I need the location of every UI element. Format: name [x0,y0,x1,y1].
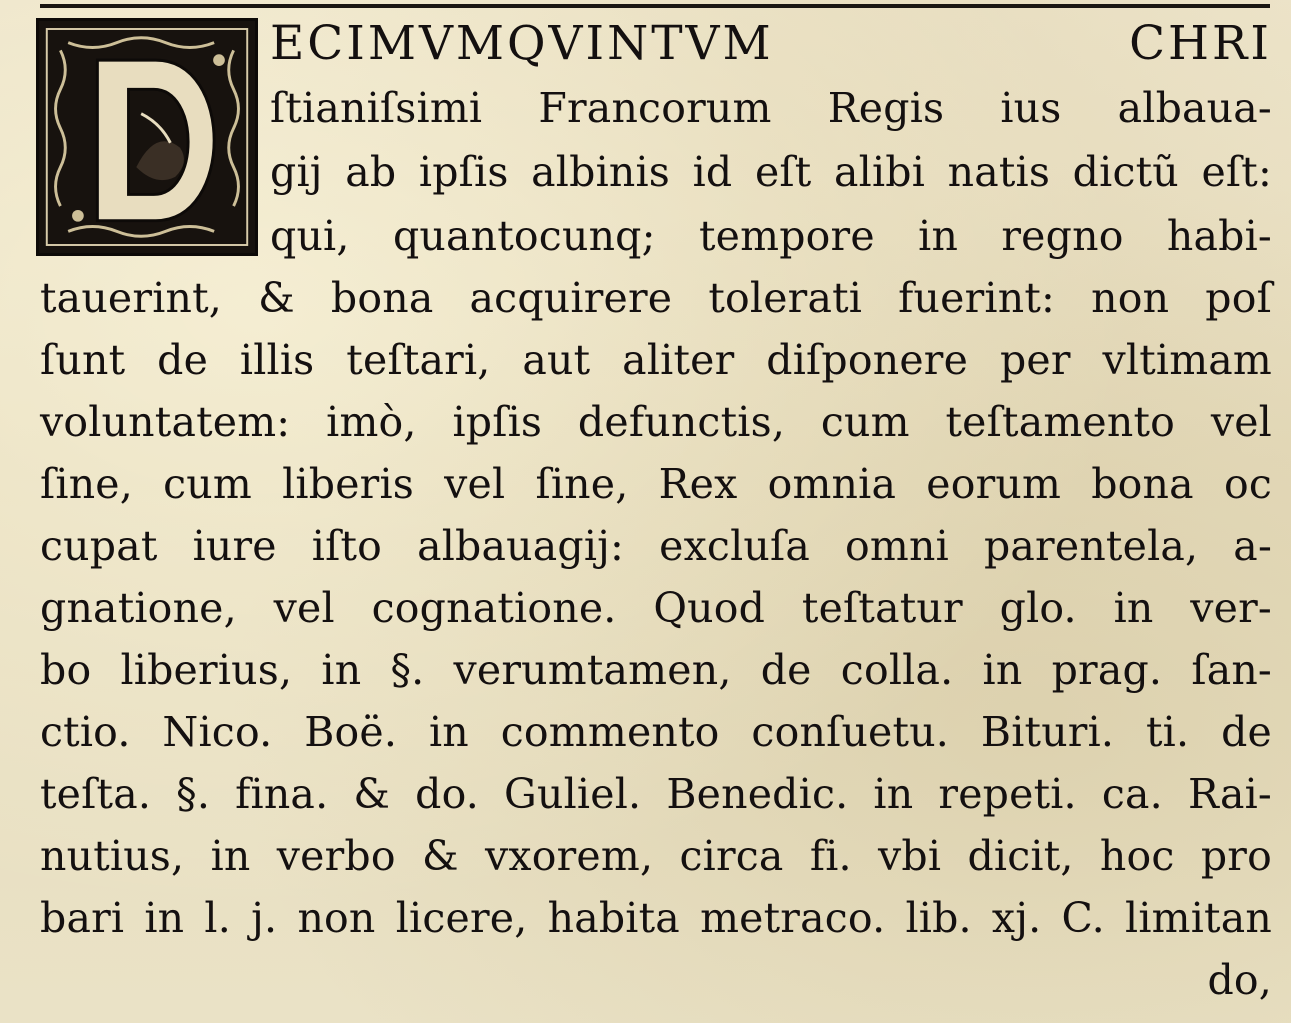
text-line-14: nutius, in verbo & vxorem, circa fi. vbi dicit, hoc pro [40,832,1272,880]
text-line-11: bo liberius, in §. verumtamen, de colla. in prag. ſan- [40,646,1272,694]
text-line-6: ſunt de illis teſtari, aut aliter diſponere per vltimam [40,336,1272,384]
text-line-10: gnatione, vel cognatione. Quod teſtatur glo. in ver- [40,584,1272,632]
text-line-15: bari in l. j. non licere, habita metraco. lib. xj. C. limitan [40,894,1272,942]
top-rule [40,4,1270,8]
woodcut-initial-d [39,21,255,253]
decorated-initial [36,18,258,256]
text-line-8: ſine, cum liberis vel ſine, Rex omnia eorum bona oc [40,460,1272,508]
text-line-9: cupat iure iſto albauagij: excluſa omni parentela, a- [40,522,1272,570]
text-line-4: qui, quantocunq; tempore in regno habi- [270,212,1272,260]
text-line-1: ECIMVMQVINTVM CHRI [270,16,1272,71]
text-line-13: teſta. §. fina. & do. Guliel. Benedic. in repeti. ca. Rai- [40,770,1272,818]
text-line-16: do, [1207,956,1272,1004]
text-line-2: ſtianiſsimi Francorum Regis ius albaua- [270,84,1272,132]
text-line-12: ctio. Nico. Boë. in commento conſuetu. Bituri. ti. de [40,708,1272,756]
text-line-5: tauerint, & bona acquirere tolerati fuerint: non poſ [40,274,1272,322]
text-line-7: voluntatem: imò, ipſis defunctis, cum teſtamento vel [40,398,1272,446]
text-line-3: gij ab ipſis albinis id eſt alibi natis dictũ eſt: [270,148,1272,196]
